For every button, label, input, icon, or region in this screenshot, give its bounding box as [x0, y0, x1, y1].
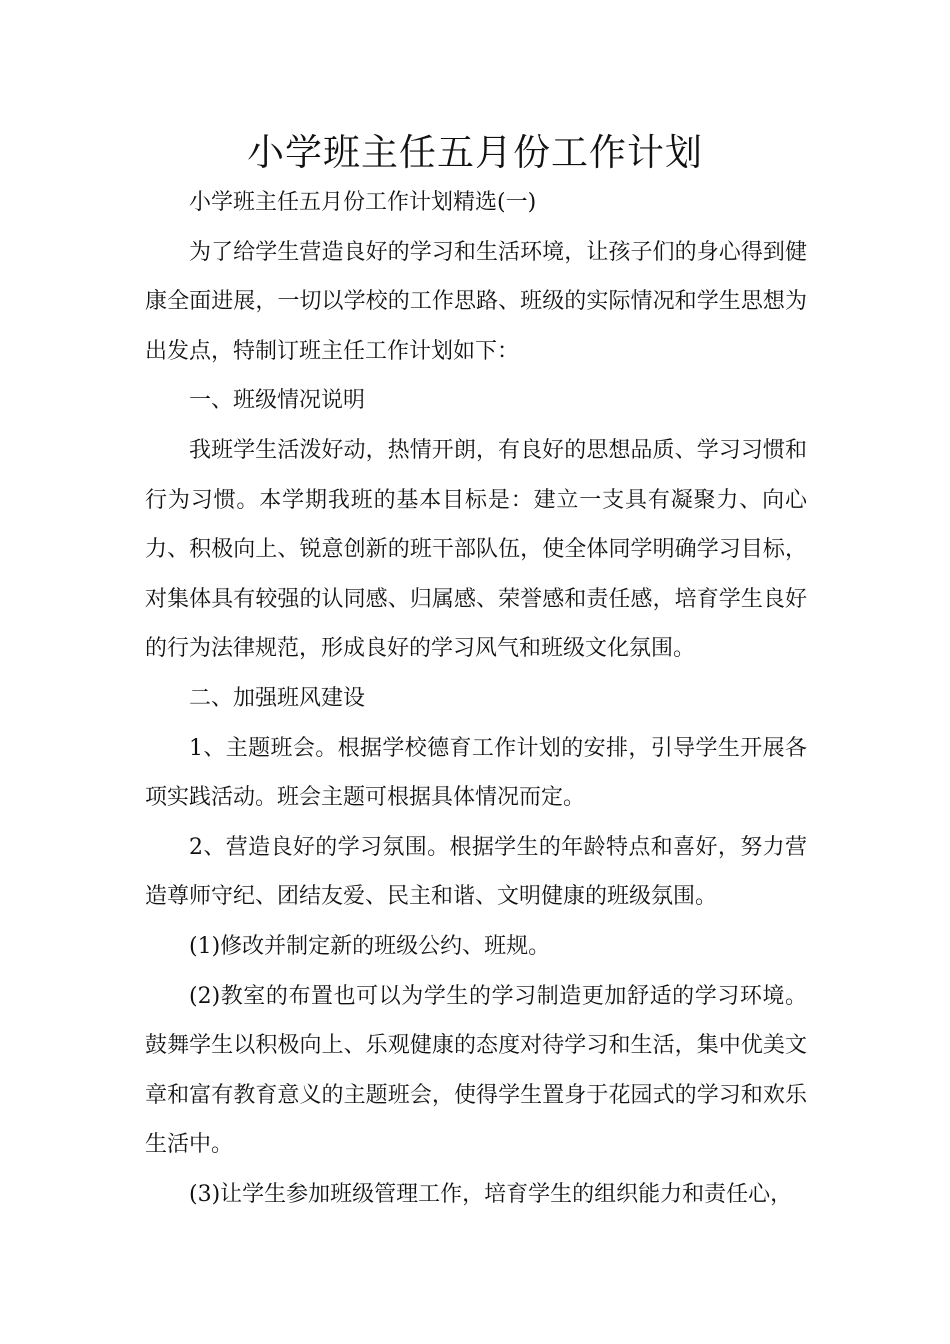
paragraph-intro: 为了给学生营造良好的学习和生活环境，让孩子们的身心得到健康全面进展，一切以学校的工作思路、班级的实际情况和学生思想为出发点，特制订班主任工作计划如下： [145, 239, 807, 364]
list-item-3: (3)让学生参加班级管理工作，培育学生的组织能力和责任心， [189, 1181, 793, 1207]
section-heading-class-situation: 一、班级情况说明 [189, 388, 366, 414]
document-body [145, 178, 807, 1219]
document-title: 小学班主任五月份工作计划 [247, 131, 703, 174]
paragraph-learning-atmosphere: 2、营造良好的学习氛围。根据学生的年龄特点和喜好，努力营造尊师守纪、团结友爱、民主和谐、文明健康的班级氛围。 [145, 834, 807, 910]
paragraph-subtitle: 小学班主任五月份工作计划精选(一) [189, 190, 537, 215]
list-item-2: (2)教室的布置也可以为学生的学习制造更加舒适的学习环境。鼓舞学生以积极向上、乐观健康的态度对待学习和生活，集中优美文章和富有教育意义的主题班会，使得学生置身于花园式的学习和欢乐生活中。 [145, 983, 807, 1158]
paragraph-theme-meeting: 1、主题班会。根据学校德育工作计划的安排，引导学生开展各项实践活动。班会主题可根据具体情况而定。 [145, 735, 807, 811]
section-heading-class-style: 二、加强班风建设 [189, 685, 366, 711]
list-item-1: (1)修改并制定新的班级公约、班规。 [189, 933, 551, 959]
paragraph-class-situation: 我班学生活泼好动，热情开朗，有良好的思想品质、学习习惯和行为习惯。本学期我班的基本目标是：建立一支具有凝聚力、向心力、积极向上、锐意创新的班干部队伍，使全体同学明确学习目标，对集体具有较强的认同感、归属感、荣誉感和责任感，培育学生良好的行为法律规范，形成良好的学习风气和班级文化氛围。 [145, 437, 807, 662]
